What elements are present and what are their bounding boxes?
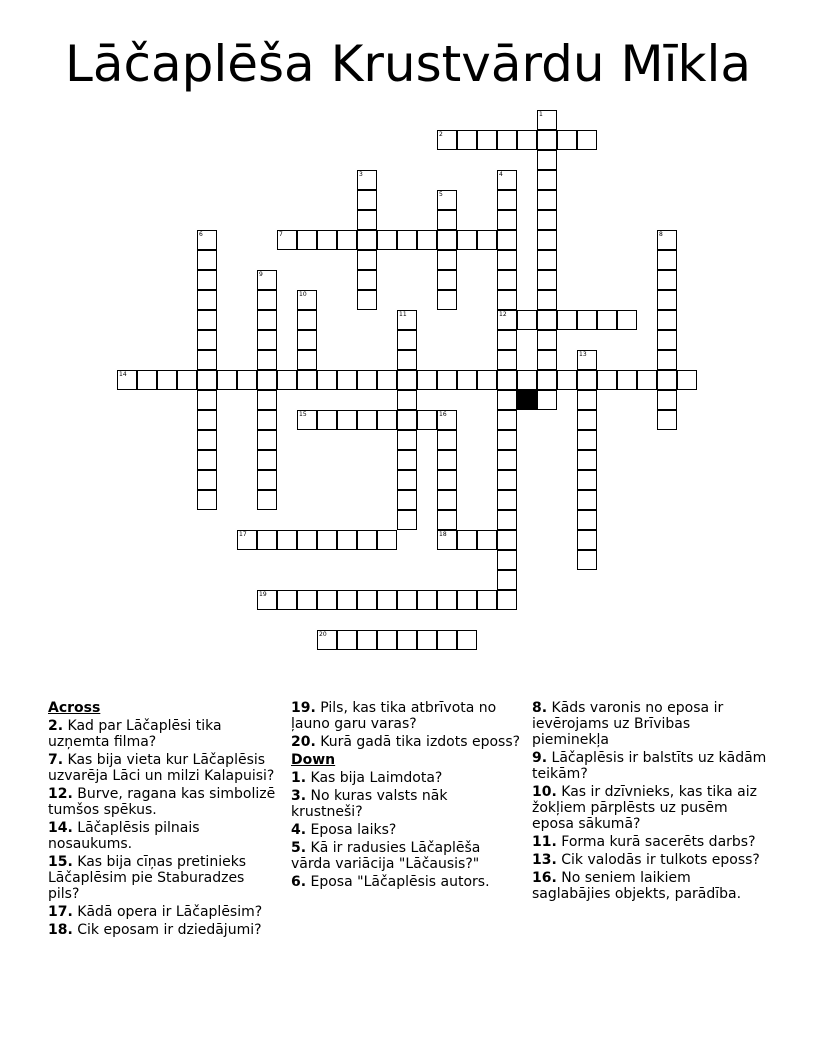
grid-cell[interactable] — [197, 330, 217, 350]
clue-text: Kas bija vieta kur Lāčaplēsis uzvarēja Lāci un milzi Kalapuisi? — [48, 752, 275, 784]
grid-cell[interactable] — [537, 130, 557, 150]
grid-cell[interactable] — [437, 490, 457, 510]
grid-cell[interactable] — [577, 390, 597, 410]
grid-cell[interactable] — [457, 530, 477, 550]
grid-cell[interactable] — [257, 430, 277, 450]
grid-cell[interactable] — [657, 370, 677, 390]
clue-text: Kad par Lāčaplēsi tika uzņemta filma? — [48, 718, 222, 750]
grid-cell[interactable] — [297, 410, 317, 430]
grid-cell[interactable] — [657, 350, 677, 370]
grid-cell[interactable] — [317, 590, 337, 610]
grid-cell[interactable] — [537, 170, 557, 190]
clue-number: 9. — [532, 750, 548, 766]
clue-number: 13. — [532, 852, 557, 868]
grid-cell[interactable] — [357, 630, 377, 650]
down-clue — [291, 822, 521, 838]
clue-number: 8 — [659, 231, 663, 238]
grid-cell[interactable] — [197, 250, 217, 270]
grid-cell[interactable] — [297, 310, 317, 330]
grid-cell[interactable] — [437, 430, 457, 450]
clue-number: 15 — [299, 411, 307, 418]
grid-cell[interactable] — [337, 590, 357, 610]
grid-cell[interactable] — [457, 370, 477, 390]
grid-cell[interactable] — [297, 590, 317, 610]
clue-text: Pils, kas tika atbrīvota no ļauno garu varas? — [291, 700, 497, 732]
grid-cell[interactable] — [297, 370, 317, 390]
clue-number: 18 — [439, 531, 447, 538]
across-clue — [48, 752, 280, 784]
clue-number: 7 — [279, 231, 283, 238]
grid-cell[interactable] — [497, 390, 517, 410]
grid-cell[interactable] — [157, 370, 177, 390]
grid-cell[interactable] — [397, 310, 417, 330]
grid-cell[interactable] — [477, 530, 497, 550]
clue-number: 2 — [439, 131, 443, 138]
across-clue — [291, 700, 521, 732]
across-clue — [48, 786, 280, 818]
down-clue — [291, 770, 521, 786]
grid-cell[interactable] — [357, 250, 377, 270]
grid-cell[interactable] — [317, 370, 337, 390]
grid-cell[interactable] — [397, 330, 417, 350]
clue-number: 10 — [299, 291, 307, 298]
across-clue — [48, 718, 280, 750]
grid-cell[interactable] — [657, 230, 677, 250]
grid-cell[interactable] — [257, 370, 277, 390]
grid-cell[interactable] — [577, 350, 597, 370]
grid-cell[interactable] — [437, 450, 457, 470]
grid-cell[interactable] — [397, 350, 417, 370]
grid-cell[interactable] — [597, 310, 617, 330]
grid-cell[interactable] — [257, 270, 277, 290]
clue-number: 2. — [48, 718, 64, 734]
grid-cell[interactable] — [537, 290, 557, 310]
clue-number: 16 — [439, 411, 447, 418]
grid-cell[interactable] — [457, 630, 477, 650]
grid-cell[interactable] — [277, 370, 297, 390]
clue-text: No seniem laikiem saglabājies objekts, parādība. — [532, 870, 742, 902]
clue-text: Cik eposam ir dziedājumi? — [72, 922, 262, 938]
grid-cell[interactable] — [657, 410, 677, 430]
grid-cell[interactable] — [517, 310, 537, 330]
grid-cell[interactable] — [337, 530, 357, 550]
clue-number: 9 — [259, 271, 263, 278]
grid-cell[interactable] — [197, 430, 217, 450]
grid-cell[interactable] — [537, 230, 557, 250]
grid-cell[interactable] — [377, 590, 397, 610]
grid-cell[interactable] — [357, 230, 377, 250]
grid-cell[interactable] — [197, 490, 217, 510]
across-clue — [48, 854, 280, 902]
grid-cell[interactable] — [577, 450, 597, 470]
grid-cell[interactable] — [677, 370, 697, 390]
clue-number: 19. — [291, 700, 316, 716]
grid-cell[interactable] — [497, 550, 517, 570]
clue-number: 6. — [291, 874, 307, 890]
grid-cell[interactable] — [357, 290, 377, 310]
grid-cell[interactable] — [617, 310, 637, 330]
clue-number: 11. — [532, 834, 557, 850]
grid-cell[interactable] — [497, 410, 517, 430]
grid-cell[interactable] — [397, 590, 417, 610]
grid-cell[interactable] — [497, 470, 517, 490]
grid-cell[interactable] — [317, 410, 337, 430]
grid-cell[interactable] — [577, 370, 597, 390]
grid-cell[interactable] — [397, 490, 417, 510]
grid-cell[interactable] — [197, 290, 217, 310]
grid-cell[interactable] — [297, 350, 317, 370]
grid-cell[interactable] — [417, 370, 437, 390]
grid-cell[interactable] — [357, 410, 377, 430]
grid-cell[interactable] — [397, 630, 417, 650]
grid-cell[interactable] — [257, 350, 277, 370]
clue-text: Kas bija cīņas pretinieks Lāčaplēsim pie Staburadzes pils? — [48, 854, 247, 902]
grid-cell[interactable] — [537, 150, 557, 170]
grid-cell[interactable] — [197, 350, 217, 370]
down-clue — [532, 852, 768, 868]
clue-text: Kas ir dzīvnieks, kas tika aiz žokļiem pārplēsts uz pusēm eposa sākumā? — [532, 784, 757, 832]
clue-text: Kā ir radusies Lāčaplēša vārda variācija "Lāčausis?" — [291, 840, 481, 872]
clue-number: 16. — [532, 870, 557, 886]
clue-text: Kurā gadā tika izdots eposs? — [315, 734, 521, 750]
grid-cell[interactable] — [497, 510, 517, 530]
grid-cell[interactable] — [437, 530, 457, 550]
grid-cell[interactable] — [437, 190, 457, 210]
grid-cell[interactable] — [497, 330, 517, 350]
grid-cell[interactable] — [457, 590, 477, 610]
clue-number: 3. — [291, 788, 307, 804]
grid-cell[interactable] — [257, 590, 277, 610]
grid-cell[interactable] — [117, 370, 137, 390]
grid-cell[interactable] — [257, 390, 277, 410]
grid-cell[interactable] — [317, 230, 337, 250]
grid-cell[interactable] — [257, 490, 277, 510]
page-title: Lāčaplēša Krustvārdu Mīkla — [64, 35, 752, 93]
grid-cell[interactable] — [617, 370, 637, 390]
grid-cell[interactable] — [437, 230, 457, 250]
grid-cell[interactable] — [197, 370, 217, 390]
grid-cell[interactable] — [657, 330, 677, 350]
grid-cell[interactable] — [137, 370, 157, 390]
grid-cell[interactable] — [497, 530, 517, 550]
grid-cell[interactable] — [197, 310, 217, 330]
grid-cell[interactable] — [197, 470, 217, 490]
grid-cell[interactable] — [437, 470, 457, 490]
grid-cell[interactable] — [497, 490, 517, 510]
clue-number: 10. — [532, 784, 557, 800]
grid-cell[interactable] — [377, 230, 397, 250]
grid-cell[interactable] — [437, 210, 457, 230]
grid-cell[interactable] — [197, 450, 217, 470]
clue-number: 18. — [48, 922, 73, 938]
down-clue — [291, 840, 521, 872]
grid-cell[interactable] — [437, 370, 457, 390]
grid-cell[interactable] — [357, 590, 377, 610]
grid-cell[interactable] — [497, 430, 517, 450]
grid-cell[interactable] — [577, 550, 597, 570]
grid-cell[interactable] — [537, 270, 557, 290]
grid-cell[interactable] — [417, 590, 437, 610]
grid-cell[interactable] — [437, 130, 457, 150]
grid-cell[interactable] — [237, 530, 257, 550]
grid-cell[interactable] — [497, 210, 517, 230]
grid-cell[interactable] — [497, 590, 517, 610]
grid-cell[interactable] — [657, 290, 677, 310]
grid-cell[interactable] — [297, 230, 317, 250]
grid-cell[interactable] — [437, 510, 457, 530]
grid-cell[interactable] — [257, 450, 277, 470]
grid-cell[interactable] — [497, 190, 517, 210]
grid-cell[interactable] — [277, 530, 297, 550]
grid-cell[interactable] — [357, 210, 377, 230]
clue-number: 4. — [291, 822, 307, 838]
grid-cell[interactable] — [257, 330, 277, 350]
clue-number: 17 — [239, 531, 247, 538]
clue-number: 20 — [319, 631, 327, 638]
across-clue — [48, 904, 280, 920]
grid-cell[interactable] — [577, 510, 597, 530]
clue-text: Forma kurā sacerēts darbs? — [556, 834, 756, 850]
down-heading: Down — [291, 752, 336, 768]
grid-cell[interactable] — [577, 530, 597, 550]
grid-cell[interactable] — [657, 270, 677, 290]
grid-cell[interactable] — [377, 370, 397, 390]
clue-number: 15. — [48, 854, 73, 870]
clues-column-1 — [48, 700, 280, 940]
grid-cell[interactable] — [437, 630, 457, 650]
grid-cell[interactable] — [557, 130, 577, 150]
grid-cell[interactable] — [297, 330, 317, 350]
grid-cell[interactable] — [477, 370, 497, 390]
grid-cell[interactable] — [537, 210, 557, 230]
grid-cell[interactable] — [337, 630, 357, 650]
grid-cell[interactable] — [357, 530, 377, 550]
grid-cell[interactable] — [257, 310, 277, 330]
grid-cell[interactable] — [277, 230, 297, 250]
clue-number: 20. — [291, 734, 316, 750]
grid-cell[interactable] — [577, 310, 597, 330]
grid-cell[interactable] — [297, 530, 317, 550]
grid-cell[interactable] — [357, 270, 377, 290]
grid-cell[interactable] — [397, 230, 417, 250]
grid-cell[interactable] — [457, 230, 477, 250]
grid-cell[interactable] — [357, 170, 377, 190]
grid-cell[interactable] — [517, 370, 537, 390]
grid-cell[interactable] — [577, 470, 597, 490]
grid-cell[interactable] — [257, 290, 277, 310]
grid-cell[interactable] — [477, 230, 497, 250]
clue-number: 3 — [359, 171, 363, 178]
grid-cell[interactable] — [397, 370, 417, 390]
grid-cell[interactable] — [497, 350, 517, 370]
grid-cell[interactable] — [497, 170, 517, 190]
grid-cell[interactable] — [497, 270, 517, 290]
clue-number: 12. — [48, 786, 73, 802]
clue-number: 17. — [48, 904, 73, 920]
grid-cell[interactable] — [497, 570, 517, 590]
grid-cell[interactable] — [257, 410, 277, 430]
clues-column-3 — [532, 700, 768, 904]
grid-cell[interactable] — [417, 630, 437, 650]
down-clue — [291, 874, 521, 890]
clue-text: Kas bija Laimdota? — [306, 770, 443, 786]
grid-cell[interactable] — [497, 370, 517, 390]
down-clue — [532, 750, 768, 782]
grid-cell[interactable] — [257, 470, 277, 490]
grid-cell[interactable] — [497, 130, 517, 150]
grid-cell[interactable] — [277, 590, 297, 610]
clue-number: 5 — [439, 191, 443, 198]
grid-cell[interactable] — [357, 370, 377, 390]
grid-cell[interactable] — [437, 590, 457, 610]
clue-number: 8. — [532, 700, 548, 716]
clue-text: Kāds varonis no eposa ir ievērojams uz Brīvibas pieminekļa — [532, 700, 724, 748]
grid-cell[interactable] — [337, 410, 357, 430]
grid-cell[interactable] — [537, 250, 557, 270]
grid-cell[interactable] — [357, 190, 377, 210]
grid-cell[interactable] — [497, 230, 517, 250]
grid-cell[interactable] — [437, 290, 457, 310]
down-clue — [532, 834, 768, 850]
grid-cell[interactable] — [257, 530, 277, 550]
grid-cell[interactable] — [557, 310, 577, 330]
grid-cell[interactable] — [537, 330, 557, 350]
grid-cell[interactable] — [657, 390, 677, 410]
grid-cell[interactable] — [417, 230, 437, 250]
clue-text: Lāčaplēsis ir balstīts uz kādām teikām? — [532, 750, 767, 782]
clue-text: Lāčaplēsis pilnais nosaukums. — [48, 820, 200, 852]
clue-text: Burve, ragana kas simbolizē tumšos spēkus. — [48, 786, 276, 818]
clue-number: 4 — [499, 171, 503, 178]
clue-number: 19 — [259, 591, 267, 598]
grid-cell[interactable] — [457, 130, 477, 150]
grid-cell[interactable] — [537, 370, 557, 390]
grid-cell[interactable] — [317, 530, 337, 550]
grid-cell[interactable] — [577, 410, 597, 430]
clue-text: Eposa laiks? — [306, 822, 397, 838]
grid-cell[interactable] — [417, 410, 437, 430]
grid-cell[interactable] — [497, 450, 517, 470]
clue-number: 6 — [199, 231, 203, 238]
grid-cell[interactable] — [377, 630, 397, 650]
grid-cell[interactable] — [217, 370, 237, 390]
clue-number: 1 — [539, 111, 543, 118]
grid-cell[interactable] — [577, 130, 597, 150]
grid-cell[interactable] — [397, 510, 417, 530]
grid-cell[interactable] — [397, 410, 417, 430]
grid-cell[interactable] — [517, 130, 537, 150]
grid-cell[interactable] — [337, 230, 357, 250]
grid-cell[interactable] — [437, 250, 457, 270]
grid-cell[interactable] — [657, 250, 677, 270]
grid-cell[interactable] — [537, 350, 557, 370]
grid-cell[interactable] — [437, 270, 457, 290]
grid-cell[interactable] — [397, 450, 417, 470]
clue-text: Kādā opera ir Lāčaplēsim? — [72, 904, 263, 920]
clue-number: 5. — [291, 840, 307, 856]
grid-cell[interactable] — [537, 310, 557, 330]
grid-cell[interactable] — [537, 190, 557, 210]
grid-cell[interactable] — [377, 410, 397, 430]
grid-cell[interactable] — [557, 370, 577, 390]
across-clue — [48, 820, 280, 852]
grid-cell[interactable] — [437, 410, 457, 430]
clue-text: Cik valodās ir tulkots eposs? — [556, 852, 760, 868]
across-clue — [48, 922, 280, 938]
grid-cell[interactable] — [477, 590, 497, 610]
grid-cell[interactable] — [317, 630, 337, 650]
grid-cell[interactable] — [297, 290, 317, 310]
grid-cell[interactable] — [577, 430, 597, 450]
clue-number: 12 — [499, 311, 507, 318]
clue-text: No kuras valsts nāk krustneši? — [291, 788, 448, 820]
grid-cell[interactable] — [477, 130, 497, 150]
grid-cell[interactable] — [397, 470, 417, 490]
grid-cell[interactable] — [497, 290, 517, 310]
grid-cell[interactable] — [537, 110, 557, 130]
clue-number: 13 — [579, 351, 587, 358]
down-clue — [532, 784, 768, 832]
grid-cell[interactable] — [397, 390, 417, 410]
grid-cell[interactable] — [197, 270, 217, 290]
clue-number: 7. — [48, 752, 64, 768]
down-clue — [532, 700, 768, 748]
black-cell — [517, 390, 537, 410]
grid-cell[interactable] — [577, 490, 597, 510]
clues-column-2 — [291, 700, 521, 892]
grid-cell[interactable] — [197, 410, 217, 430]
grid-cell[interactable] — [597, 370, 617, 390]
down-clue — [532, 870, 768, 902]
grid-cell[interactable] — [197, 390, 217, 410]
grid-cell[interactable] — [197, 230, 217, 250]
grid-cell[interactable] — [377, 530, 397, 550]
across-heading: Across — [48, 700, 101, 716]
down-clue — [291, 788, 521, 820]
grid-cell[interactable] — [337, 370, 357, 390]
across-clue — [291, 734, 521, 750]
clue-number: 14. — [48, 820, 73, 836]
clue-number: 11 — [399, 311, 407, 318]
grid-cell[interactable] — [637, 370, 657, 390]
grid-cell[interactable] — [657, 310, 677, 330]
grid-cell[interactable] — [537, 390, 557, 410]
grid-cell[interactable] — [497, 310, 517, 330]
clue-number: 1. — [291, 770, 307, 786]
clue-number: 14 — [119, 371, 127, 378]
grid-cell[interactable] — [397, 430, 417, 450]
clue-text: Eposa "Lāčaplēsis autors. — [306, 874, 490, 890]
grid-cell[interactable] — [177, 370, 197, 390]
grid-cell[interactable] — [237, 370, 257, 390]
grid-cell[interactable] — [497, 250, 517, 270]
